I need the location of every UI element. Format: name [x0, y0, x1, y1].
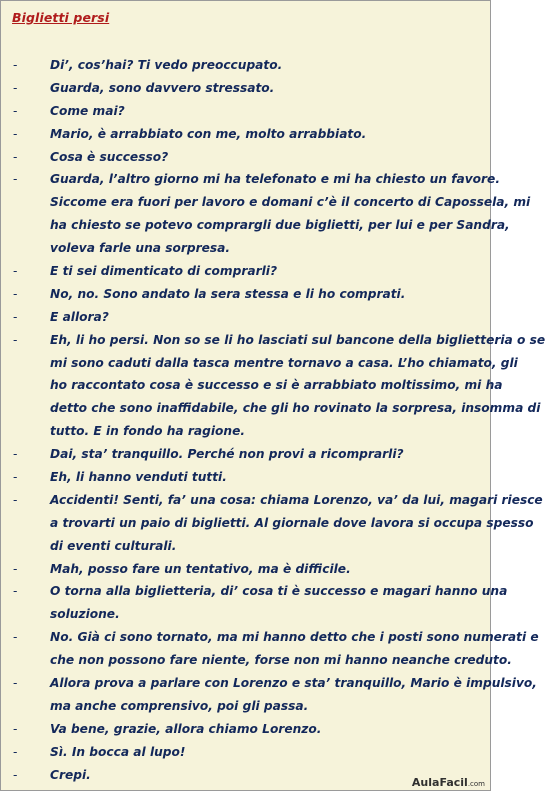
dialogue-text: ma anche comprensivo, poi gli passa. — [50, 698, 309, 713]
dialogue-dash: - — [13, 630, 18, 645]
dialogue-line — [1, 672, 537, 695]
dialogue-dash: - — [13, 103, 18, 118]
dialogue-line — [1, 260, 490, 283]
dialogue-text: soluzione. — [50, 607, 120, 622]
dialogue-text: Siccome era fuori per lavoro e domani c’è il concerto di Capossela, mi — [50, 195, 531, 210]
dialogue-dash: - — [13, 744, 18, 759]
dialogue-text: Eh, li ho persi. Non so se li ho lasciati sul bancone della biglietteria o se — [50, 332, 545, 347]
brand-watermark — [412, 776, 485, 789]
dialogue-text: voleva farle una sorpresa. — [50, 241, 230, 256]
dialogue-text: O torna alla biglietteria, di’ cosa ti è successo e magari hanno una — [50, 584, 508, 599]
dialogue-line — [1, 100, 490, 123]
dialogue-dash: - — [13, 447, 18, 462]
dialogue-line — [1, 535, 490, 558]
dialogue-text: Guarda, sono davvero stressato. — [50, 80, 275, 95]
dialogue-text: Accidenti! Senti, fa’ una cosa: chiama Lorenzo, va’ da lui, magari riesce — [50, 492, 543, 507]
dialogue-text: Va bene, grazie, allora chiamo Lorenzo. — [50, 721, 322, 736]
dialogue-text: detto che sono inaffidabile, che gli ho rovinato la sorpresa, insomma di — [50, 401, 541, 416]
dialogue-line — [1, 54, 490, 77]
dialogue-text: No, no. Sono andato la sera stessa e li ho comprati. — [50, 286, 406, 301]
dialogue-text: tutto. E in fondo ha ragione. — [50, 424, 245, 439]
dialogue-dash: - — [13, 172, 18, 187]
dialogue — [1, 54, 545, 787]
dialogue-dash: - — [13, 332, 18, 347]
dialogue-dash: - — [13, 561, 18, 576]
dialogue-text: Guarda, l’altro giorno mi ha telefonato e mi ha chiesto un favore. — [50, 172, 500, 187]
dialogue-text: che non possono fare niente, forse non mi hanno neanche creduto. — [50, 653, 512, 668]
dialogue-line — [1, 649, 512, 672]
dialogue-line — [1, 329, 545, 352]
dialogue-text: Eh, li hanno venduti tutti. — [50, 470, 227, 485]
dialogue-text: Dai, sta’ tranquillo. Perché non provi a ricomprarli? — [50, 447, 404, 462]
dialogue-line — [1, 168, 500, 191]
dialogue-dash: - — [13, 470, 18, 485]
dialogue-line — [1, 397, 541, 420]
dialogue-dash: - — [13, 264, 18, 279]
dialogue-text: a trovarti un paio di biglietti. Al giornale dove lavora si occupa spesso — [50, 515, 534, 530]
dialogue-text: Allora prova a parlare con Lorenzo e sta’ tranquillo, Mario è impulsivo, — [50, 676, 537, 691]
dialogue-text: ho raccontato cosa è successo e si è arrabbiato moltissimo, mi ha — [50, 378, 503, 393]
dialogue-line — [1, 237, 490, 260]
dialogue-line — [1, 123, 490, 146]
dialogue-text: Come mai? — [50, 103, 125, 118]
dialogue-line — [1, 489, 543, 512]
dialogue-line — [1, 352, 518, 375]
dialogue-text: No. Già ci sono tornato, ma mi hanno detto che i posti sono numerati e — [50, 630, 539, 645]
dialogue-text: E allora? — [50, 309, 109, 324]
dialogue-line — [1, 603, 490, 626]
dialogue-dash: - — [13, 149, 18, 164]
dialogue-text: Mario, è arrabbiato con me, molto arrabbiato. — [50, 126, 367, 141]
page-title: Biglietti persi — [12, 10, 110, 25]
dialogue-text: Sì. In bocca al lupo! — [50, 744, 186, 759]
dialogue-dash: - — [13, 309, 18, 324]
dialogue-line — [1, 695, 490, 718]
dialogue-line — [1, 580, 508, 603]
dialogue-dash: - — [13, 492, 18, 507]
dialogue-line — [1, 306, 490, 329]
dialogue-dash: - — [13, 286, 18, 301]
dialogue-line — [1, 146, 490, 169]
dialogue-line — [1, 466, 490, 489]
dialogue-line — [1, 214, 510, 237]
dialogue-line — [1, 558, 490, 581]
dialogue-line — [1, 718, 490, 741]
dialogue-dash: - — [13, 721, 18, 736]
dialogue-line — [1, 741, 490, 764]
dialogue-dash: - — [13, 126, 18, 141]
dialogue-line — [1, 283, 490, 306]
dialogue-text: di eventi culturali. — [50, 538, 177, 553]
dialogue-dash: - — [13, 58, 18, 72]
brand-domain: .com — [467, 780, 485, 788]
dialogue-line — [1, 420, 490, 443]
dialogue-text: Mah, posso fare un tentativo, ma è difficile. — [50, 561, 351, 576]
dialogue-text: E ti sei dimenticato di comprarli? — [50, 264, 278, 279]
dialogue-line — [1, 443, 490, 466]
dialogue-dash: - — [13, 676, 18, 691]
dialogue-line — [1, 77, 490, 100]
dialogue-dash: - — [13, 80, 18, 95]
dialogue-dash: - — [13, 584, 18, 599]
dialogue-dash: - — [13, 767, 18, 782]
dialogue-line — [1, 374, 503, 397]
dialogue-line — [1, 512, 534, 535]
brand-name: AulaFacil — [411, 776, 468, 789]
dialogue-text: mi sono caduti dalla tasca mentre tornavo a casa. L’ho chiamato, gli — [50, 355, 518, 370]
dialogue-text: Cosa è successo? — [50, 149, 169, 164]
dialogue-text: Crepi. — [50, 767, 91, 782]
dialogue-text: ha chiesto se potevo comprargli due biglietti, per lui e per Sandra, — [50, 218, 510, 233]
dialogue-line — [1, 191, 531, 214]
dialogue-line — [1, 626, 539, 649]
dialogue-text: Di’, cos’hai? Ti vedo preoccupato. — [50, 58, 283, 72]
